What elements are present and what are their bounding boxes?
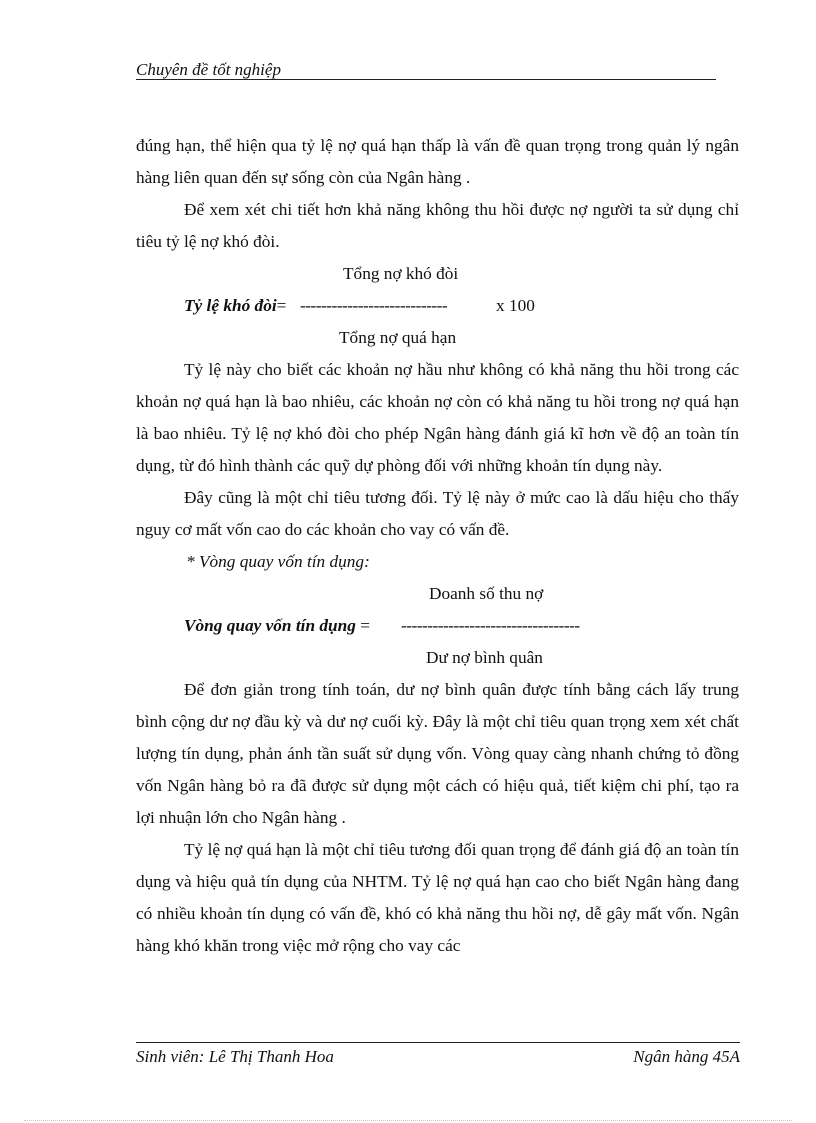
formula-credit-turnover	[136, 578, 739, 674]
formula-1-denominator: Tổng nợ quá hạn	[339, 328, 457, 347]
header-rule	[136, 79, 716, 80]
formula-2-denominator: Dư nợ bình quân	[426, 648, 543, 667]
formula-1-lhs	[184, 290, 286, 322]
formula-2-numerator: Doanh số thu nợ	[429, 584, 544, 603]
formula-1-numerator: Tổng nợ khó đòi	[343, 264, 459, 283]
header-title: Chuyên đề tốt nghiệp	[136, 60, 281, 79]
paragraph-1: đúng hạn, thể hiện qua tỷ lệ nợ quá hạn thấp là vấn đề quan trọng trong quản lý ngân hàng liên quan đến sự sống còn của Ngân hàng .	[136, 136, 739, 187]
formula-bad-debt-ratio	[136, 258, 739, 354]
footer-student-name: Sinh viên: Lê Thị Thanh Hoa	[136, 1047, 334, 1066]
paragraph-5: Để đơn giản trong tính toán, dư nợ bình quân được tính bằng cách lấy trung bình cộng dư nợ đầu kỳ và dư nợ cuối kỳ. Đây là một chỉ tiêu quan trọng xem xét chất lượng tín dụng, phản ánh tần suất sử dụng vốn. Vòng quay càng nhanh chứng tỏ đồng vốn Ngân hàng bỏ ra đã được sử dụng một cách có hiệu quả, tiết kiệm chi phí, tạo ra lợi nhuận lớn cho Ngân hàng .	[136, 680, 739, 827]
footer-rule	[136, 1042, 740, 1043]
formula-2-lhs-label: Vòng quay vốn tín dụng	[184, 616, 356, 635]
paragraph-4: Đây cũng là một chỉ tiêu tương đối. Tỷ lệ này ở mức cao là dấu hiệu cho thấy nguy cơ mất vốn cao do các khoản cho vay có vấn đề.	[136, 488, 739, 539]
paragraph-6: Tỷ lệ nợ quá hạn là một chỉ tiêu tương đối quan trọng để đánh giá độ an toàn tín dụng và hiệu quả tín dụng của NHTM. Tỷ lệ nợ quá hạn cao cho biết Ngân hàng đang có nhiều khoản tín dụng có vấn đề, khó có khả năng thu hồi nợ, dễ gây mất vốn. Ngân hàng khó khăn trong việc mở rộng cho vay các	[136, 840, 739, 955]
footer-class-name: Ngân hàng 45A	[633, 1047, 740, 1066]
formula-1-equals: =	[276, 296, 287, 315]
formula-2-fraction-line: ----------------------------------	[401, 616, 580, 635]
paragraph-3: Tỷ lệ này cho biết các khoản nợ hầu như không có khả năng thu hồi trong các khoản nợ quá hạn là bao nhiêu, các khoản nợ còn có khả năng tu hồi trong nợ quá hạn là bao nhiêu. Tỷ lệ nợ khó đòi cho phép Ngân hàng đánh giá kĩ hơn về độ an toàn tín dụng, từ đó hình thành các quỹ dự phòng đối với những khoản tín dụng này.	[136, 360, 739, 475]
paragraph-2: Để xem xét chi tiết hơn khả năng không thu hồi được nợ người ta sử dụng chỉ tiêu tỷ lệ nợ khó đòi.	[136, 200, 739, 251]
formula-1-lhs-label: Tỷ lệ khó đòi	[184, 296, 277, 315]
formula-2-equals: =	[360, 616, 370, 635]
section-bullet-heading: * Vòng quay vốn tín dụng:	[186, 552, 370, 571]
formula-2-lhs	[184, 610, 370, 642]
formula-1-multiplier: x 100	[496, 296, 535, 315]
page-bottom-divider	[24, 1120, 792, 1121]
document-body	[136, 130, 739, 962]
formula-1-fraction-line: ----------------------------	[300, 296, 448, 315]
